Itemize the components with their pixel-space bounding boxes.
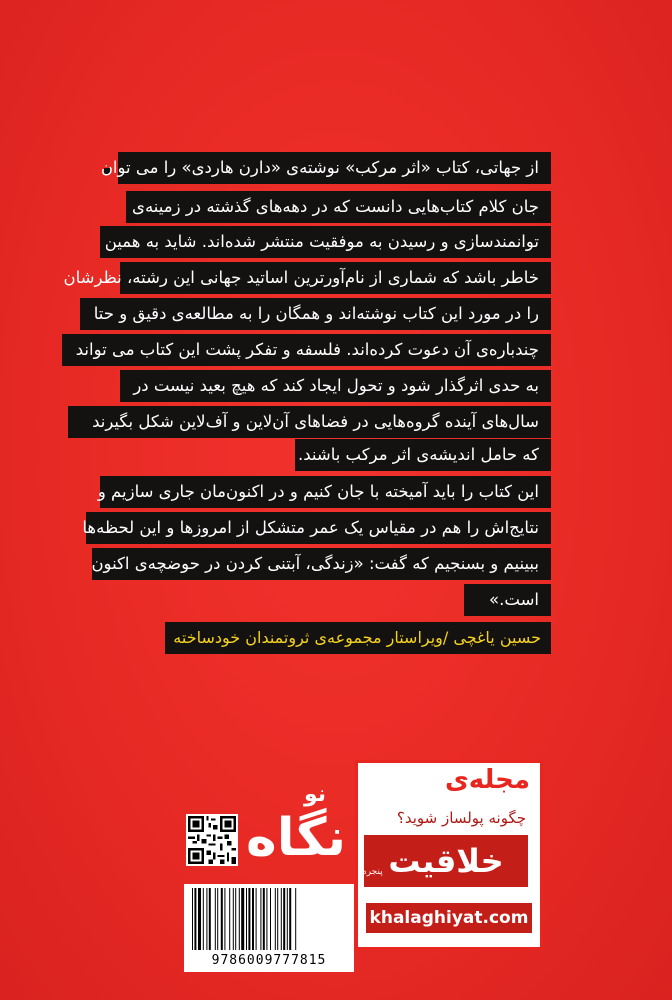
magazine-name-small: پنجره	[362, 867, 383, 877]
magazine-name: خلاقیت	[364, 835, 528, 887]
magazine-ad	[355, 760, 543, 950]
isbn-barcode	[184, 884, 354, 972]
text-line-5: را در مورد این کتاب نوشته‌اند و همگان را به مطالعه‌ی دقیق و حتا	[80, 298, 551, 330]
barcode-number: 9786009777815	[211, 953, 327, 968]
text-line-10: این کتاب را باید آمیخته با جان کنیم و در اکنون‌مان جاری سازیم و	[100, 476, 551, 508]
qr-code-icon	[186, 814, 238, 866]
publisher-logo-name: نگاه	[246, 808, 346, 868]
text-line-7: به حدی اثرگذار شود و تحول ایجاد کند که هیچ بعید نیست در	[120, 370, 551, 402]
text-line-1: از جهاتی، کتاب «اثر مرکب» نوشته‌ی «دارن هاردی» را می توان	[118, 152, 551, 184]
magazine-tagline: چگونه پولساز شوید؟	[396, 809, 526, 827]
magazine-label: مجله‌ی	[444, 765, 530, 795]
barcode-bars-icon	[190, 888, 348, 950]
text-line-8: سال‌های آینده گروه‌هایی در فضاهای آن‌لاین و آف‌لاین شکل بگیرند	[68, 406, 551, 438]
text-line-2: جان کلام کتاب‌هایی دانست که در دهه‌های گذشته در زمینه‌ی	[126, 191, 551, 223]
text-line-6: چندباره‌ی آن دعوت کرده‌اند. فلسفه و تفکر پشت این کتاب می تواند	[62, 334, 551, 366]
text-line-4: خاطر باشد که شماری از نام‌آورترین اساتید جهانی این رشته، نظرشان	[120, 262, 551, 294]
text-line-13: است.»	[464, 584, 551, 616]
text-line-12: ببینیم و بسنجیم که گفت: «زندگی، آبتنی کردن در حوضچه‌ی اکنون	[92, 548, 551, 580]
text-line-3: توانمندسازی و رسیدن به موفقیت منتشر شده‌اند. شاید به همین	[100, 226, 551, 258]
publisher-logo	[244, 772, 344, 892]
magazine-url[interactable]: khalaghiyat.com	[366, 903, 532, 933]
text-line-11: نتایج‌اش را هم در مقیاس یک عمر متشکل از امروزها و این لحظه‌ها	[86, 512, 551, 544]
author-credit: حسین یاغچی /ویراستار مجموعه‌ی ثروتمندان خودساخته	[165, 622, 551, 654]
text-line-9: که حامل اندیشه‌ی اثر مرکب باشند.	[295, 439, 551, 471]
publisher-logo-small: نو	[304, 782, 327, 807]
